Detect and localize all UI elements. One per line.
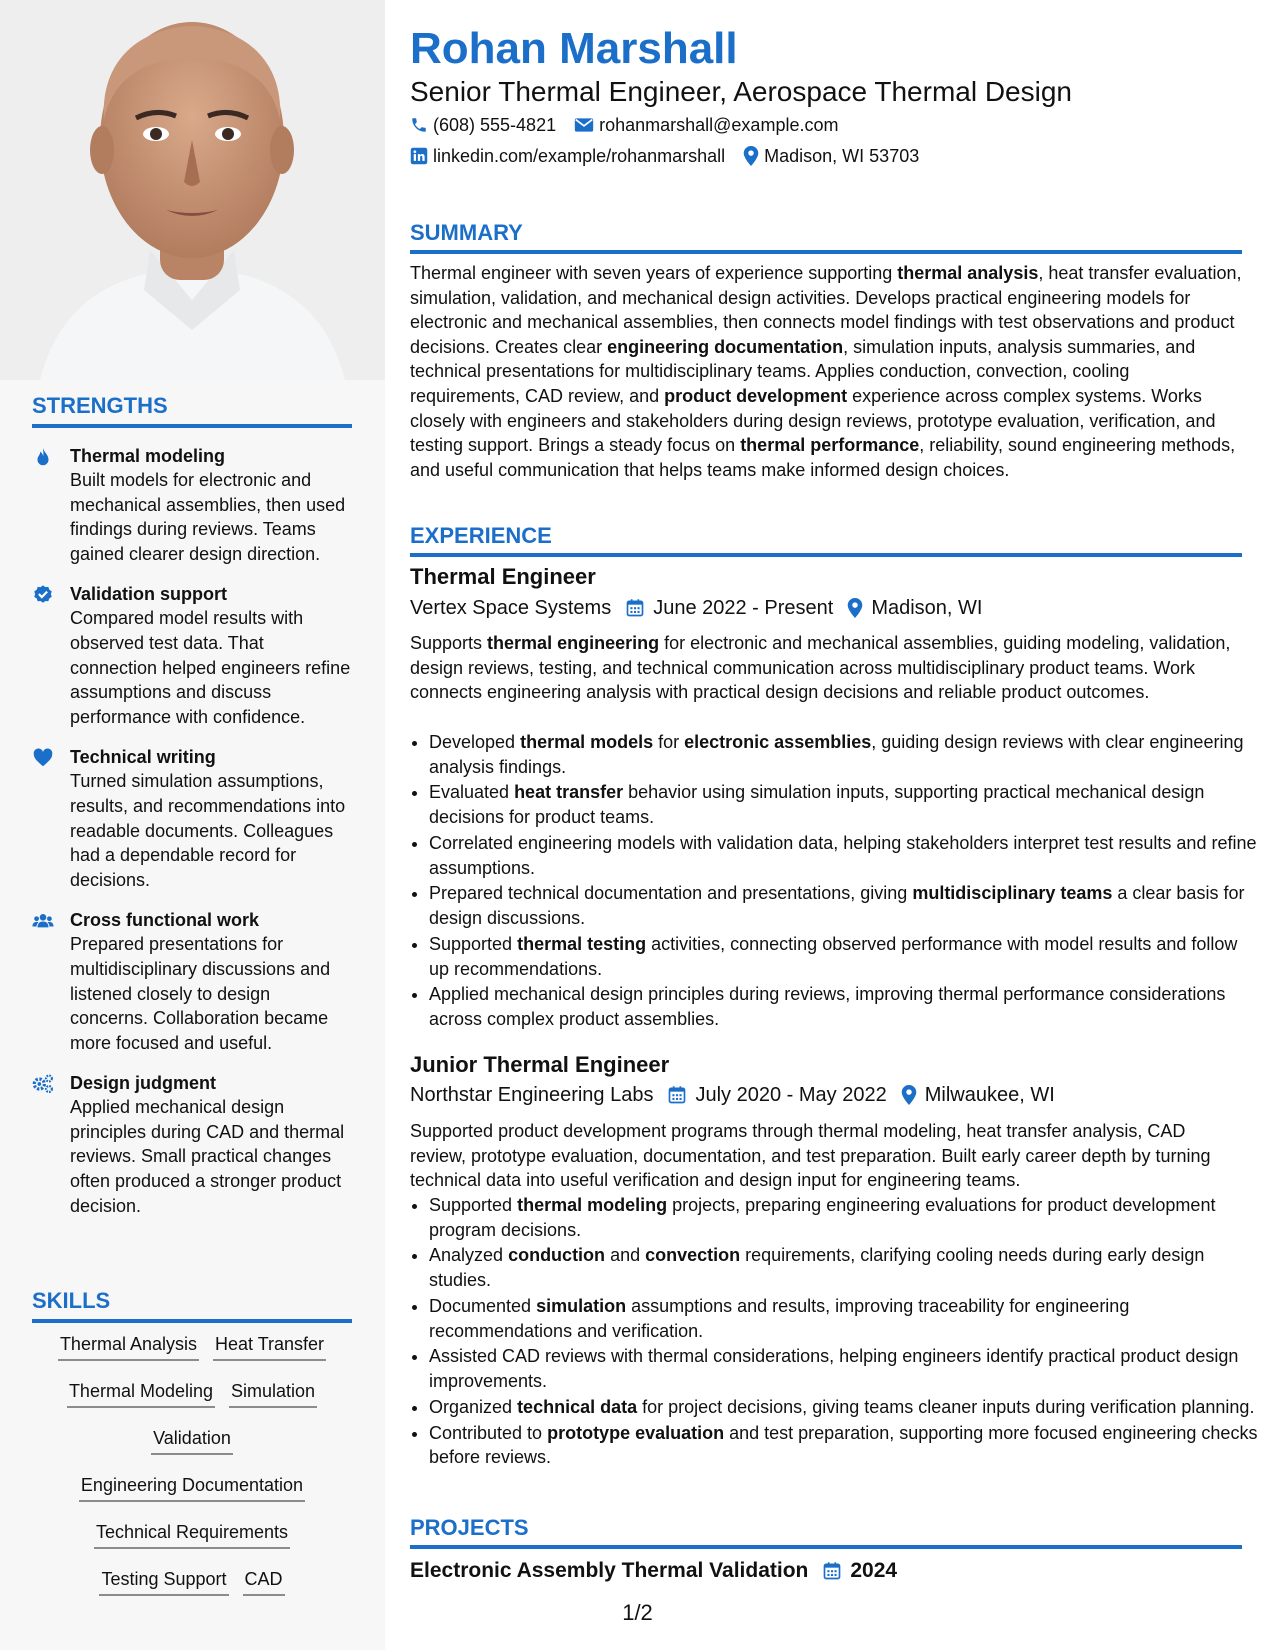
contact-email — [574, 113, 838, 137]
job-dates — [667, 1081, 886, 1109]
bullet-item: • Contributed to prototype evaluation and test preparation, supporting more focused engineering checks before reviews. — [429, 1421, 1261, 1470]
job-location-text: Milwaukee, WI — [924, 1084, 1055, 1106]
skill-tag: Engineering Documentation — [79, 1474, 305, 1502]
skill-tag: Thermal Analysis — [58, 1333, 199, 1361]
phone-icon — [410, 116, 428, 134]
strength-name: Design judgment — [70, 1073, 217, 1094]
headline: Senior Thermal Engineer, Aerospace Thermal Design — [410, 76, 1072, 107]
strength-name: Thermal modeling — [70, 446, 226, 466]
linkedin-icon — [410, 147, 428, 165]
job-bullets — [410, 1193, 1261, 1471]
strength-name: Validation support — [70, 584, 228, 605]
skill-tag: Technical Requirements — [94, 1521, 290, 1549]
skill-row — [32, 1521, 352, 1549]
job-title: Thermal Engineer — [410, 564, 596, 589]
envelope-icon — [574, 117, 594, 133]
strength-desc: Applied mechanical design principles during CAD and thermal reviews. Small practical changes often produced a stronger product decision. — [70, 1097, 345, 1216]
strength-desc: Prepared presentations for multidisciplinary discussions and listened closely to design concerns. Collaboration became more focused and useful. — [70, 934, 331, 1053]
bullet-item: • Applied mechanical design principles during reviews, improving thermal performance considerations across complex product assemblies. — [429, 982, 1261, 1031]
gears-icon — [32, 1073, 54, 1095]
bullet-item: • Assisted CAD reviews with thermal considerations, helping engineers identify practical product design improvements. — [429, 1344, 1261, 1393]
skill-row — [32, 1474, 352, 1502]
linkedin-link[interactable]: linkedin.com/example/rohanmarshall — [433, 146, 726, 166]
contact-row — [410, 113, 856, 137]
bullet-item: • Documented simulation assumptions and results, improving traceability for engineering recommendations and verification. — [429, 1294, 1261, 1343]
job-summary: Supports thermal engineering for electronic and mechanical assemblies, guiding modeling, validation, design reviews, testing, and technical communication across multidisciplinary product teams. Work connects engineering analysis with practical design decisions and reliable product outcomes. — [410, 633, 1231, 703]
job-company: Vertex Space Systems — [410, 597, 612, 619]
bullet-item: • Correlated engineering models with validation data, helping stakeholders interpret test results and refine assumptions. — [429, 831, 1261, 880]
projects-title: PROJECTS — [410, 1515, 1242, 1549]
project-year — [822, 1557, 897, 1585]
contact-location — [743, 144, 919, 168]
bullet-item: • Prepared technical documentation and presentations, giving multidisciplinary teams a clear basis for design discussions. — [429, 881, 1261, 930]
location-text: Madison, WI 53703 — [764, 146, 920, 166]
strength-desc: Turned simulation assumptions, results, and recommendations into readable documents. Colleagues had a dependable record for decisions. — [70, 771, 346, 890]
skill-row — [32, 1333, 352, 1361]
job-dates-text: June 2022 - Present — [653, 597, 834, 619]
strength-item — [32, 582, 352, 729]
job-location — [901, 1081, 1055, 1109]
job-meta — [410, 594, 996, 622]
strength-name: Technical writing — [70, 747, 216, 768]
calendar-icon — [625, 598, 645, 618]
summary-title: SUMMARY — [410, 220, 1242, 254]
experience-title: EXPERIENCE — [410, 523, 1242, 557]
job-summary: Supported product development programs through thermal modeling, heat transfer analysis, CAD review, prototype evaluation, documentation, and test preparation. Built early career depth by turning technical data into useful verification and design input for engineering teams. — [410, 1121, 1211, 1191]
job-location-text: Madison, WI — [871, 597, 983, 619]
strength-desc: Built models for electronic and mechanical assemblies, then used findings during reviews. Teams gained clearer design direction. — [70, 470, 346, 564]
map-pin-icon — [901, 1085, 917, 1105]
bullet-item: • Evaluated heat transfer behavior using simulation inputs, supporting practical mechanical design decisions for product teams. — [429, 780, 1261, 829]
candidate-name: Rohan Marshall — [410, 24, 738, 73]
bullet-item: • Developed thermal models for electronic assemblies, guiding design reviews with clear engineering analysis findings. — [429, 730, 1261, 779]
calendar-icon — [667, 1085, 687, 1105]
skill-row — [32, 1568, 352, 1596]
bullet-item: • Supported thermal testing activities, connecting observed performance with model results and follow up recommendations. — [429, 932, 1261, 981]
skill-tag: Thermal Modeling — [67, 1380, 215, 1408]
skill-tag: Validation — [151, 1427, 233, 1455]
skill-row — [32, 1380, 352, 1408]
page-number: 1/2 — [622, 1600, 653, 1625]
skill-tag: CAD — [243, 1568, 285, 1596]
job-dates-text: July 2020 - May 2022 — [695, 1084, 887, 1106]
strength-name: Cross functional work — [70, 910, 260, 931]
phone-text[interactable]: (608) 555-4821 — [433, 115, 557, 135]
sidebar — [0, 0, 385, 1650]
project-name: Electronic Assembly Thermal Validation — [410, 1559, 809, 1582]
strengths-section — [32, 393, 352, 1218]
map-pin-icon — [743, 146, 759, 166]
skills-list — [32, 1333, 352, 1596]
strength-item — [32, 1071, 352, 1218]
job-bullets — [410, 730, 1261, 1033]
contact-linkedin — [410, 144, 725, 168]
project-item — [410, 1557, 911, 1585]
skill-tag: Simulation — [229, 1380, 317, 1408]
skill-row — [32, 1427, 352, 1455]
heart-icon — [32, 747, 54, 769]
job-meta — [410, 1081, 1069, 1109]
map-pin-icon — [847, 598, 863, 618]
job-company: Northstar Engineering Labs — [410, 1084, 654, 1106]
strength-item — [32, 908, 352, 1055]
job-title: Junior Thermal Engineer — [410, 1052, 670, 1077]
calendar-icon — [822, 1561, 842, 1581]
strength-desc: Compared model results with observed test data. That connection helped engineers refine assumptions and discuss performance with confidence. — [70, 608, 351, 727]
users-icon — [32, 910, 54, 932]
bullet-item: • Organized technical data for project decisions, giving teams cleaner inputs during verification planning. — [429, 1395, 1261, 1420]
job-dates — [625, 594, 833, 622]
contact-phone — [410, 113, 556, 137]
bullet-item: • Supported thermal modeling projects, preparing engineering evaluations for product development program decisions. — [429, 1193, 1261, 1242]
contact-row-2 — [410, 144, 937, 168]
skill-tag: Testing Support — [99, 1568, 228, 1596]
email-link[interactable]: rohanmarshall@example.com — [599, 115, 839, 135]
job-location — [847, 594, 982, 622]
check-circle-icon — [32, 584, 54, 606]
strengths-title: STRENGTHS — [32, 393, 352, 428]
profile-photo — [0, 0, 385, 380]
bullet-item: • Analyzed conduction and convection requirements, clarifying cooling needs during early design studies. — [429, 1243, 1261, 1292]
flame-icon — [32, 446, 54, 468]
skill-tag: Heat Transfer — [213, 1333, 326, 1361]
skills-section — [32, 1288, 352, 1615]
strength-item — [32, 444, 352, 566]
portrait-image — [0, 0, 385, 380]
project-year-text: 2024 — [850, 1559, 898, 1582]
strength-item — [32, 745, 352, 892]
skills-title: SKILLS — [32, 1288, 352, 1323]
summary-text: Thermal engineer with seven years of experience supporting thermal analysis, heat transfer evaluation, simulation, validation, and mechanical design activities. Develops practical engineering models for electronic and mechanical assemblies, then connects model findings with test observations and product decisions. Creates clear engineering documentation, simulation inputs, analysis summaries, and technical presentations for multidisciplinary teams. Applies conduction, convection, cooling requirements, CAD review, and product development experience across complex systems. Works closely with engineers and stakeholders during design reviews, prototype evaluation, verification, and testing support. Brings a steady focus on thermal performance, reliability, sound engineering methods, and useful communication that helps teams make informed design choices. — [410, 263, 1242, 480]
